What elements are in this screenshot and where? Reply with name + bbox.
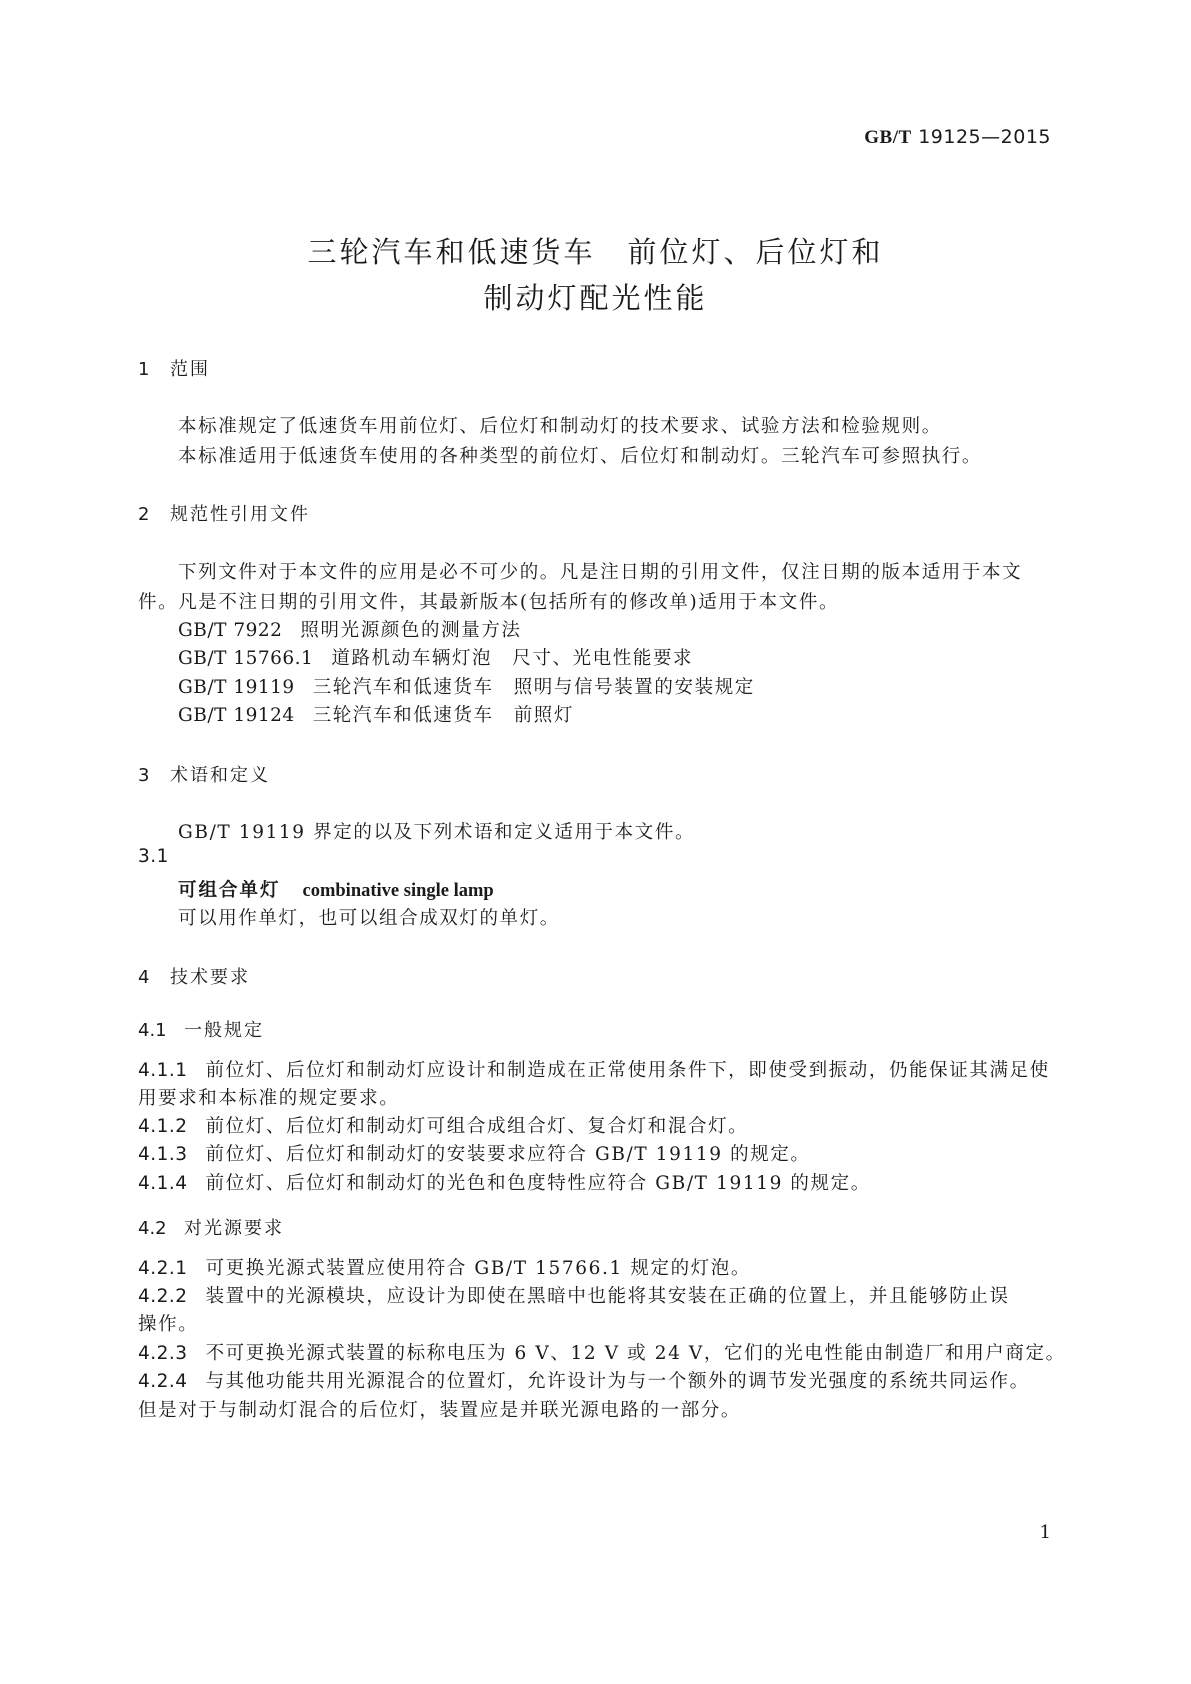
clause-4-2-4 (138, 1367, 1030, 1393)
clause-number: 4.1.3 (138, 1144, 188, 1165)
paragraph: 本标准规定了低速货车用前位灯、后位灯和制动灯的技术要求、试验方法和检验规则。 (178, 416, 942, 437)
section-title: 一般规定 (184, 1020, 264, 1041)
page-number: 1 (1039, 1522, 1051, 1543)
section-number: 2 (138, 504, 150, 525)
section-title: 技术要求 (170, 967, 250, 988)
clause-4-2-2 (138, 1282, 1010, 1308)
clause-continuation: 操作。 (138, 1314, 199, 1335)
reference-title: 三轮汽车和低速货车 前照灯 (312, 705, 574, 726)
reference-code: GB/T 19124 (178, 705, 295, 726)
reference-title: 三轮汽车和低速货车 照明与信号装置的安装规定 (312, 677, 755, 698)
term-number: 3.1 (138, 846, 169, 867)
section-4-heading (138, 963, 250, 989)
clause-number: 4.2.4 (138, 1371, 188, 1392)
clause-text: 可更换光源式装置应使用符合 GB/T 15766.1 规定的灯泡。 (205, 1258, 751, 1279)
clause-number: 4.2.1 (138, 1258, 188, 1279)
clause-text: 装置中的光源模块，应设计为即使在黑暗中也能将其安装在正确的位置上，并且能够防止误 (205, 1286, 1010, 1307)
clause-continuation: 但是对于与制动灯混合的后位灯，装置应是并联光源电路的一部分。 (138, 1400, 742, 1421)
clause-number: 4.1.4 (138, 1173, 188, 1194)
clause-continuation: 用要求和本标准的规定要求。 (138, 1088, 400, 1109)
clause-4-1-3 (138, 1140, 811, 1166)
reference-code: GB/T 19119 (178, 677, 295, 698)
paragraph: 本标准适用于低速货车使用的各种类型的前位灯、后位灯和制动灯。三轮汽车可参照执行。 (178, 446, 983, 467)
subsection-4-1-heading (138, 1016, 264, 1042)
reference-item (178, 673, 755, 699)
section-title: 范围 (170, 359, 210, 380)
clause-4-1-1 (138, 1056, 1050, 1082)
reference-item (178, 644, 693, 670)
section-3-heading (138, 761, 270, 787)
section-number: 4.1 (138, 1020, 167, 1041)
paragraph: 下列文件对于本文件的应用是必不可少的。凡是注日期的引用文件，仅注日期的版本适用于本文 (178, 562, 1023, 583)
standard-prefix: GB/T (864, 127, 912, 148)
clause-text: 与其他功能共用光源混合的位置灯，允许设计为与一个额外的调节发光强度的系统共同运作。 (205, 1371, 1030, 1392)
clause-number: 4.2.2 (138, 1286, 188, 1307)
clause-4-1-2 (138, 1112, 748, 1138)
document-title-line2: 制动灯配光性能 (483, 281, 708, 315)
section-2-heading (138, 500, 310, 526)
clause-number: 4.1.2 (138, 1116, 188, 1137)
section-number: 3 (138, 765, 150, 786)
term-entry (178, 876, 494, 902)
term-definition: 可以用作单灯，也可以组合成双灯的单灯。 (178, 908, 560, 929)
section-1-heading (138, 355, 210, 381)
reference-item (178, 616, 522, 642)
term-chinese: 可组合单灯 (178, 880, 281, 901)
standard-code: 19125—2015 (918, 126, 1051, 148)
section-number: 4.2 (138, 1218, 167, 1239)
reference-title: 照明光源颜色的测量方法 (300, 620, 522, 641)
paragraph: 件。凡是不注日期的引用文件，其最新版本(包括所有的修改单)适用于本文件。 (138, 592, 840, 613)
reference-item (178, 701, 574, 727)
clause-number: 4.2.3 (138, 1343, 188, 1364)
section-title: 术语和定义 (170, 765, 270, 786)
clause-number: 4.1.1 (138, 1060, 188, 1081)
standard-number (864, 126, 1051, 149)
reference-title: 道路机动车辆灯泡 尺寸、光电性能要求 (331, 648, 694, 669)
clause-4-2-3 (138, 1339, 1066, 1365)
section-title: 对光源要求 (184, 1218, 284, 1239)
clause-text: 前位灯、后位灯和制动灯可组合成组合灯、复合灯和混合灯。 (205, 1116, 749, 1137)
term-english: combinative single lamp (302, 881, 494, 901)
paragraph: GB/T 19119 界定的以及下列术语和定义适用于本文件。 (178, 822, 696, 843)
clause-text: 前位灯、后位灯和制动灯应设计和制造成在正常使用条件下，即使受到振动，仍能保证其满足使 (205, 1060, 1050, 1081)
subsection-4-2-heading (138, 1214, 284, 1240)
clause-4-1-4 (138, 1169, 871, 1195)
clause-text: 不可更换光源式装置的标称电压为 6 V、12 V 或 24 V，它们的光电性能由制造厂和用户商定。 (205, 1343, 1066, 1364)
section-number: 4 (138, 967, 150, 988)
reference-code: GB/T 15766.1 (178, 648, 314, 669)
clause-text: 前位灯、后位灯和制动灯的光色和色度特性应符合 GB/T 19119 的规定。 (205, 1173, 871, 1194)
section-title: 规范性引用文件 (170, 504, 310, 525)
clause-text: 前位灯、后位灯和制动灯的安装要求应符合 GB/T 19119 的规定。 (205, 1144, 811, 1165)
document-title-line1: 三轮汽车和低速货车 前位灯、后位灯和 (307, 235, 884, 269)
section-number: 1 (138, 359, 150, 380)
clause-4-2-1 (138, 1254, 751, 1280)
reference-code: GB/T 7922 (178, 620, 283, 641)
